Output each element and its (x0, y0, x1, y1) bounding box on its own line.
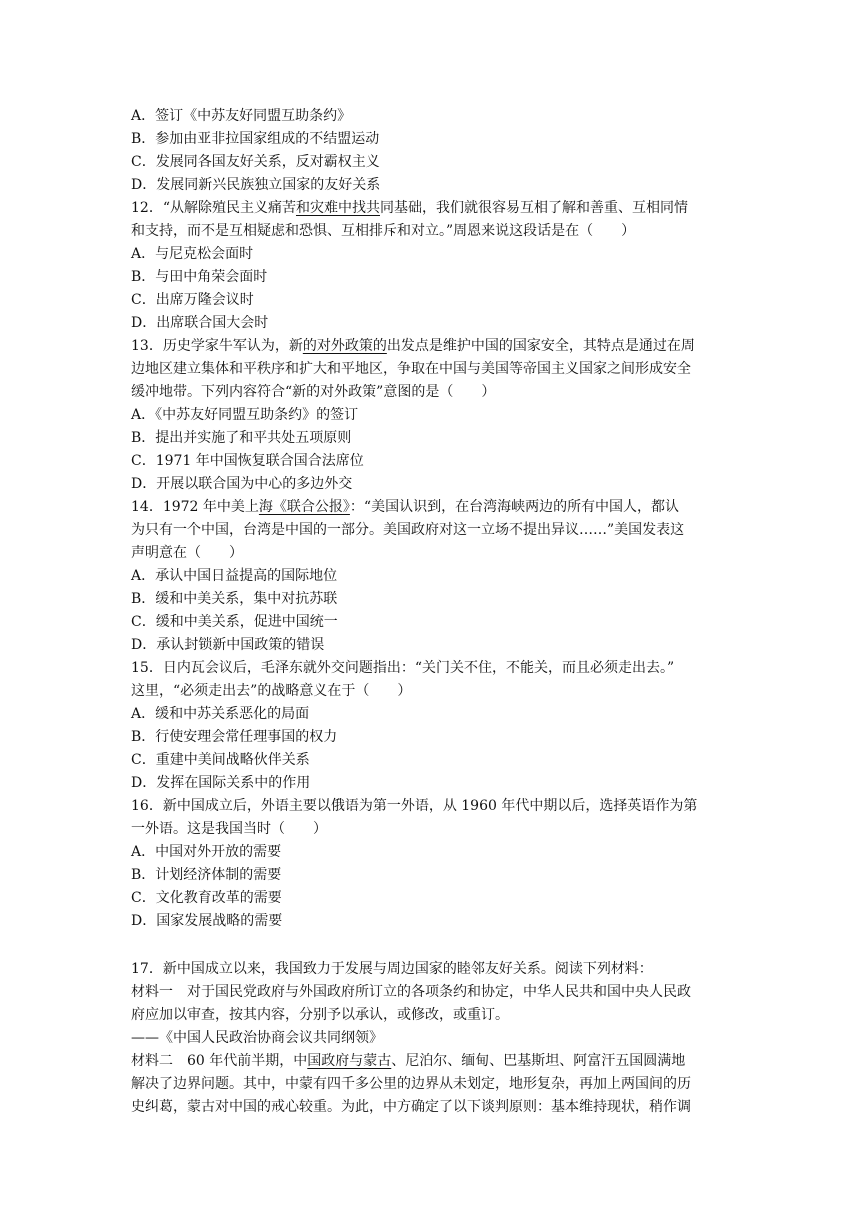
q14-option-a: A．承认中国日益提高的国际地位 (131, 568, 338, 584)
q16-option-b: B．计划经济体制的需要 (131, 867, 282, 883)
q14-stem-line1: 14．1972 年中美上海《联合公报》：“美国认识到，在台湾海峡两边的所有中国人，都认 (131, 499, 680, 515)
q17-material2-line2: 解决了边界问题。其中，中蒙有四千多公里的边界从未划定，地形复杂，再加上两国间的历 (131, 1076, 691, 1092)
q13-underlined-text: 的对外政策的 (302, 338, 387, 354)
q15-option-a: A．缓和中苏关系恶化的局面 (131, 706, 310, 722)
q15-option-d: D．发挥在国际关系中的作用 (131, 775, 311, 791)
q11-option-c: C．发展同各国友好关系，反对霸权主义 (131, 154, 380, 170)
q17-intro: 17．新中国成立以来，我国致力于发展与周边国家的睦邻友好关系。阅读下列材料： (131, 961, 653, 977)
q12-option-a: A．与尼克松会面时 (131, 246, 254, 262)
q11-option-d: D．发展同新兴民族独立国家的友好关系 (131, 177, 381, 193)
q12-underlined-text: 和灾难中找共 (295, 200, 380, 216)
q16-option-d: D．国家发展战略的需要 (131, 913, 283, 929)
q12-option-b: B．与田中角荣会面时 (131, 269, 268, 285)
q16-stem-line2: 一外语。这是我国当时（ ） (131, 821, 327, 837)
q17-material1-source: ——《中国人民政治协商会议共同纲领》 (131, 1030, 383, 1046)
q13-option-b: B．提出并实施了和平共处五项原则 (131, 430, 352, 446)
q14-underlined-text: 海《联合公报》 (258, 499, 350, 515)
q13-stem-line1: 13．历史学家牛军认为，新的对外政策的出发点是维护中国的国家安全，其特点是通过在周 (131, 338, 695, 354)
q15-stem-line2: 这里，“必须走出去”的战略意义在于（ ） (131, 683, 412, 699)
q14-stem-line2: 为只有一个中国，台湾是中国的一部分。美国政府对这一立场不提出异议……”美国发表这 (131, 522, 685, 538)
q17-material2-line1: 材料二 60 年代前半期，中国政府与蒙古、尼泊尔、缅甸、巴基斯坦、阿富汗五国圆满地 (131, 1053, 686, 1069)
q13-option-d: D．开展以联合国为中心的多边外交 (131, 476, 353, 492)
q13-option-c: C．1971 年中国恢复联合国合法席位 (131, 453, 364, 469)
q15-option-c: C．重建中美间战略伙伴关系 (131, 752, 310, 768)
q12-option-d: D．出席联合国大会时 (131, 315, 269, 331)
q14-stem-line3: 声明意在（ ） (131, 545, 243, 561)
q17-material1-line1: 材料一 对于国民党政府与外国政府所订立的各项条约和协定，中华人民共和国中央人民政 (131, 984, 691, 1000)
q14-option-b: B．缓和中美关系，集中对抗苏联 (131, 591, 338, 607)
q16-stem-line1: 16．新中国成立后，外语主要以俄语为第一外语，从 1960 年代中期以后，选择英语作为第 (131, 798, 698, 814)
q13-stem-line3: 缓冲地带。下列内容符合“新的对外政策”意图的是（ ） (131, 384, 496, 400)
q12-stem-line1: 12．“从解除殖民主义痛苦和灾难中找共同基础，我们就很容易互相了解和善重、互相同情 (131, 200, 688, 216)
q15-stem-line1: 15．日内瓦会议后，毛泽东就外交问题指出：“关门关不住，不能关，而且必须走出去。” (131, 660, 675, 676)
q17-material1-line2: 府应加以审查，按其内容，分别予以承认，或修改，或重订。 (131, 1007, 509, 1023)
q15-option-b: B．行使安理会常任理事国的权力 (131, 729, 338, 745)
q13-stem-line2: 边地区建立集体和平秩序和扩大和平地区，争取在中国与美国等帝国主义国家之间形成安全 (131, 361, 691, 377)
q11-option-b: B．参加由亚非拉国家组成的不结盟运动 (131, 131, 380, 147)
q11-option-a: A．签订《中苏友好同盟互助条约》 (131, 108, 352, 124)
q14-option-c: C．缓和中美关系，促进中国统一 (131, 614, 338, 630)
q12-stem-line2: 和支持，而不是互相疑虑和恐惧、互相排斥和对立。”周恩来说这段话是在（ ） (131, 223, 636, 239)
q14-option-d: D．承认封锁新中国政策的错误 (131, 637, 325, 653)
q17-material2-line3: 史纠葛，蒙古对中国的戒心较重。为此，中方确定了以下谈判原则：基本维持现状，稍作调 (131, 1099, 691, 1115)
q12-option-c: C．出席万隆会议时 (131, 292, 254, 308)
q16-option-c: C．文化教育改革的需要 (131, 890, 282, 906)
q13-option-a: A．《中苏友好同盟互助条约》的签订 (131, 407, 359, 423)
q16-option-a: A．中国对外开放的需要 (131, 844, 282, 860)
q17-underlined-text: 国政府与蒙古 (307, 1053, 392, 1069)
